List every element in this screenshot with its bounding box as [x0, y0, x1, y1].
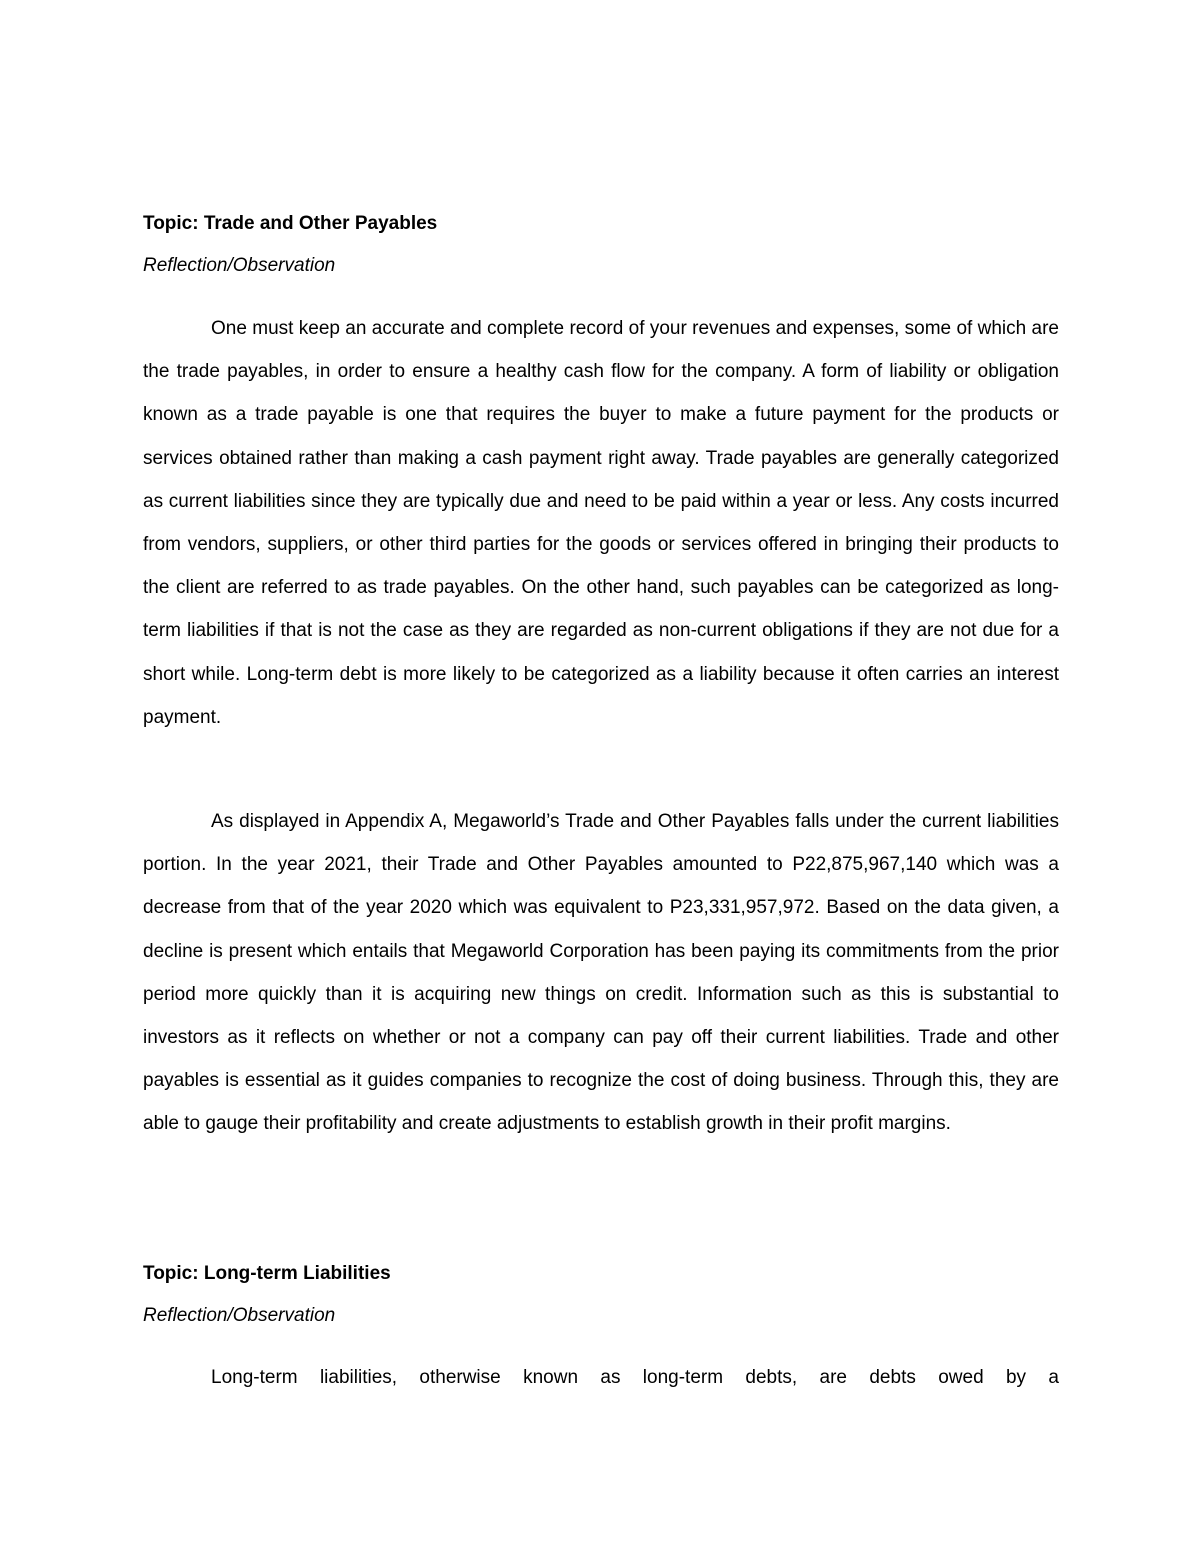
- document-page: [143, 0, 1059, 1553]
- paragraph-megaworld-analysis: As displayed in Appendix A, Megaworld’s Trade and Other Payables falls under the current liabilities portion. In the year 2021, their Trade and Other Payables amounted to P22,875,967,140 which was a decrease from that of the year 2020 which was equivalent to P23,331,957,972. Based on the data given, a decline is present which entails that Megaworld Corporation has been paying its commitments from the prior period more quickly than it is acquiring new things on credit. Information such as this is substantial to investors as it reflects on whether or not a company can pay off their current liabilities. Trade and other payables is essential as it guides companies to recognize the cost of doing business. Through this, they are able to gauge their profitability and create adjustments to establish growth in their profit margins.: [143, 811, 1059, 1135]
- topic-heading-trade-payables: Topic: Trade and Other Payables: [143, 213, 438, 234]
- topic-heading-long-term-liabilities: Topic: Long-term Liabilities: [143, 1263, 391, 1284]
- paragraph-trade-payables-definition: One must keep an accurate and complete record of your revenues and expenses, some of which are the trade payables, in order to ensure a healthy cash flow for the company. A form of liability or obligation known as a trade payable is one that requires the buyer to make a future payment for the products or services obtained rather than making a cash payment right away. Trade payables are generally categorized as current liabilities since they are typically due and need to be paid within a year or less. Any costs incurred from vendors, suppliers, or other third parties for the goods or services offered in bringing their products to the client are referred to as trade payables. On the other hand, such payables can be categorized as long-term liabilities if that is not the case as they are regarded as non-current obligations if they are not due for a short while. Long-term debt is more likely to be categorized as a liability because it often carries an interest payment.: [143, 318, 1059, 728]
- paragraph-long-term-liabilities-intro: Long-term liabilities, otherwise known as long-term debts, are debts owed by a: [211, 1367, 1059, 1388]
- reflection-subheading: Reflection/Observation: [143, 255, 336, 276]
- reflection-subheading: Reflection/Observation: [143, 1305, 336, 1326]
